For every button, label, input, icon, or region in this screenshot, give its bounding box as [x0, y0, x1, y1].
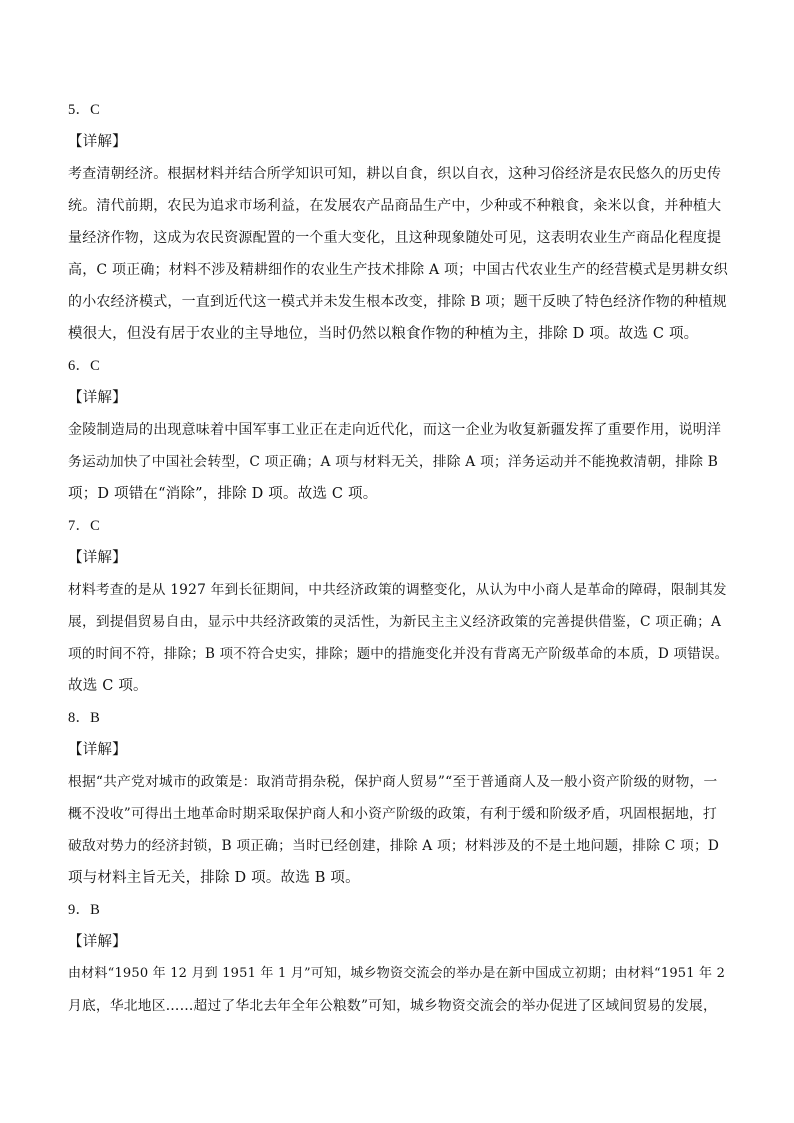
- answer-6-line-2: 务运动加快了中国社会转型，C 项正确；A 项与材料无关，排除 A 项；洋务运动并不能挽救清朝，排除 B: [68, 454, 719, 470]
- answer-7-number: 7．C: [68, 518, 101, 534]
- answer-9-line-2: 月底，华北地区……超过了华北去年全年公粮数”可知，城乡物资交流会的举办促进了区域间贸易的发展，: [68, 998, 717, 1014]
- answer-9-heading: 【详解】: [68, 934, 127, 950]
- answer-8-line-4: 项与材料主旨无关，排除 D 项。故选 B 项。: [68, 870, 360, 886]
- answer-8-line-2: 概不没收”可得出土地革命时期采取保护商人和小资产阶级的政策，有利于缓和阶级矛盾，巩固根据地，打: [68, 806, 717, 822]
- answer-8-line-3: 破敌对势力的经济封锁，B 项正确；当时已经创建，排除 A 项；材料涉及的不是土地问题，排除 C 项；D: [68, 838, 720, 854]
- answer-5-heading: 【详解】: [68, 134, 127, 150]
- answer-6-line-1: 金陵制造局的出现意味着中国军事工业正在走向近代化，而这一企业为收复新疆发挥了重要作用，说明洋: [68, 422, 722, 438]
- answer-9-line-1: 由材料“1950 年 12 月到 1951 年 1 月”可知，城乡物资交流会的举办是在新中国成立初期；由材料“1951 年 2: [68, 966, 726, 981]
- answer-5-line-1: 考查清朝经济。根据材料并结合所学知识可知，耕以自食，织以自衣，这种习俗经济是农民悠久的历史传: [68, 166, 722, 182]
- answer-9-number: 9．B: [68, 902, 101, 918]
- answer-5-line-5: 的小农经济模式，一直到近代这一模式并未发生根本改变，排除 B 项；题干反映了特色经济作物的种植规: [68, 294, 727, 310]
- answer-7-line-2: 展，到提倡贸易自由，显示中共经济政策的灵活性，为新民主主义经济政策的完善提供借鉴，C 项正确；A: [68, 614, 722, 630]
- answer-6-number: 6．C: [68, 358, 101, 374]
- answer-6-heading: 【详解】: [68, 390, 127, 406]
- answer-5-line-6: 模很大，但没有居于农业的主导地位，当时仍然以粮食作物的种植为主，排除 D 项。故选 C 项。: [68, 326, 699, 342]
- answer-6-line-3: 项；D 项错在“消除”，排除 D 项。故选 C 项。: [68, 486, 378, 502]
- answer-5-number: 5．C: [68, 102, 101, 118]
- answer-7-line-4: 故选 C 项。: [68, 678, 148, 694]
- answer-8-heading: 【详解】: [68, 742, 127, 758]
- answer-8-number: 8．B: [68, 710, 101, 726]
- answer-7-heading: 【详解】: [68, 550, 127, 566]
- answer-5-line-3: 量经济作物，这成为农民资源配置的一个重大变化，且这种现象随处可见，这表明农业生产商品化程度提: [68, 230, 722, 246]
- answer-5-line-4: 高，C 项正确；材料不涉及精耕细作的农业生产技术排除 A 项；中国古代农业生产的经营模式是男耕女织: [68, 262, 728, 278]
- answer-7-line-3: 项的时间不符，排除；B 项不符合史实，排除；题中的措施变化并没有背离无产阶级革命的本质，D 项错误。: [68, 646, 728, 662]
- answer-7-line-1: 材料考查的是从 1927 年到长征期间，中共经济政策的调整变化，从认为中小商人是革命的障碍，限制其发: [68, 582, 727, 598]
- answer-8-line-1: 根据“共产党对城市的政策是：取消苛捐杂税，保护商人贸易”“至于普通商人及一般小资产阶级的财物，一: [68, 774, 718, 790]
- answer-5-line-2: 统。清代前期，农民为追求市场利益，在发展农产品商品生产中，少种或不种粮食，籴米以食，并种植大: [68, 198, 722, 214]
